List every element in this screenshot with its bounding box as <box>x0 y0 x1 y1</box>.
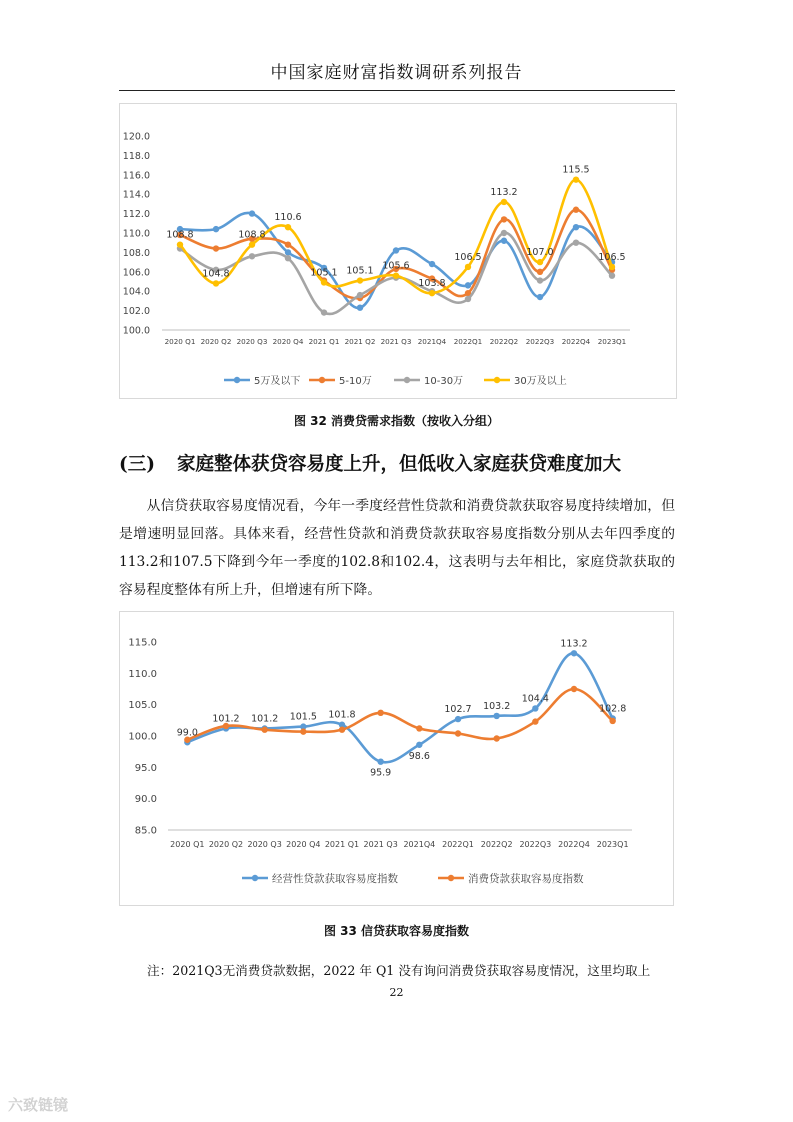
data-point <box>501 216 507 222</box>
data-point <box>573 240 579 246</box>
x-tick-label: 2021 Q2 <box>344 337 376 346</box>
page-number: 22 <box>389 986 404 999</box>
x-tick-label: 2022Q3 <box>519 840 552 849</box>
x-tick-label: 2022Q2 <box>489 337 519 346</box>
data-label: 101.8 <box>328 709 356 721</box>
data-point <box>339 727 345 733</box>
data-label: 110.6 <box>274 212 302 224</box>
figure-32-chart <box>119 103 677 399</box>
body-paragraph: 从信贷获取容易度情况看，今年一季度经营性贷款和消费贷款获取容易度持续增加，但是增速明显回落。具体来看，经营性贷款和消费贷款获取容易度指数分别从去年四季度的113.2和107.5下降到今年一季度的102.8和102.4，这表明与去年相比，家庭贷款获取的容易程度整体有所上升，但增速有所下降。 <box>119 498 675 598</box>
data-point <box>416 725 422 731</box>
data-point <box>501 199 507 205</box>
data-label: 105.1 <box>310 267 338 279</box>
data-point <box>537 277 543 283</box>
data-label: 99.0 <box>176 727 198 739</box>
data-label: 105.1 <box>346 265 374 277</box>
x-tick-label: 2021 Q1 <box>308 337 340 346</box>
y-tick-label: 112.0 <box>122 209 150 221</box>
y-tick-label: 90.0 <box>134 794 157 806</box>
data-point <box>532 718 538 724</box>
data-point <box>285 255 291 261</box>
legend-swatch-marker <box>319 377 325 383</box>
figure-33-svg <box>120 612 673 905</box>
y-tick-label: 106.0 <box>122 267 150 279</box>
data-point <box>377 710 383 716</box>
data-label: 108.8 <box>166 229 194 241</box>
data-point <box>501 230 507 236</box>
y-tick-label: 120.0 <box>122 131 150 143</box>
data-point <box>285 241 291 247</box>
data-point <box>393 247 399 253</box>
data-point <box>609 272 615 278</box>
data-point <box>537 294 543 300</box>
data-label: 95.9 <box>370 767 392 779</box>
data-point <box>571 686 577 692</box>
y-tick-label: 118.0 <box>122 150 150 162</box>
x-tick-label: 2020 Q3 <box>247 840 282 849</box>
data-point <box>455 716 461 722</box>
data-point <box>429 261 435 267</box>
x-tick-label: 2022Q3 <box>525 337 555 346</box>
data-point <box>609 264 615 270</box>
data-label: 113.2 <box>560 638 588 650</box>
data-label: 101.2 <box>251 713 279 725</box>
data-point <box>177 241 183 247</box>
data-point <box>493 735 499 741</box>
y-tick-label: 110.0 <box>122 228 150 240</box>
data-point <box>285 249 291 255</box>
y-tick-label: 102.0 <box>122 306 150 318</box>
data-point <box>249 241 255 247</box>
data-point <box>465 264 471 270</box>
y-tick-label: 95.0 <box>134 762 157 774</box>
data-point <box>571 650 577 656</box>
x-tick-label: 2021 Q3 <box>363 840 398 849</box>
y-tick-label: 108.0 <box>122 247 150 259</box>
data-point <box>357 304 363 310</box>
x-tick-label: 2022Q4 <box>558 840 590 849</box>
y-tick-label: 104.0 <box>122 286 150 298</box>
data-point <box>416 742 422 748</box>
footnote: 注：2021Q3无消费贷款数据，2022 年 Q1 没有询问消费贷获取容易度情况，这里均取上 <box>147 963 651 978</box>
data-point <box>300 728 306 734</box>
data-point <box>321 309 327 315</box>
x-tick-label: 2022Q1 <box>453 337 483 346</box>
legend-swatch-marker <box>448 875 454 881</box>
data-point <box>609 718 615 724</box>
x-tick-label: 2022Q4 <box>561 337 591 346</box>
y-tick-label: 110.0 <box>128 668 157 680</box>
x-tick-label: 2021Q4 <box>403 840 436 849</box>
legend-label: 消费贷款获取容易度指数 <box>468 873 584 885</box>
data-point <box>357 292 363 298</box>
legend-label: 10-30万 <box>424 376 464 387</box>
legend-label: 经营性贷款获取容易度指数 <box>272 873 398 885</box>
x-tick-label: 2020 Q3 <box>236 337 268 346</box>
header-divider <box>119 90 675 91</box>
data-point <box>573 224 579 230</box>
data-point <box>213 280 219 286</box>
data-point <box>537 259 543 265</box>
data-point <box>377 758 383 764</box>
legend-swatch-marker <box>494 377 500 383</box>
data-point <box>465 296 471 302</box>
watermark-logo: 六致链镜 <box>8 1096 69 1114</box>
x-tick-label: 2020 Q1 <box>170 840 205 849</box>
x-tick-label: 2020 Q1 <box>164 337 196 346</box>
y-tick-label: 105.0 <box>128 700 157 712</box>
legend-swatch-marker <box>234 377 240 383</box>
data-label: 106.5 <box>454 251 482 263</box>
data-point <box>501 238 507 244</box>
page-header-title: 中国家庭财富指数调研系列报告 <box>270 63 523 83</box>
figure-32-caption: 图 32 消费贷需求指数（按收入分组） <box>293 414 500 428</box>
x-tick-label: 2023Q1 <box>597 337 627 346</box>
x-tick-label: 2020 Q4 <box>286 840 321 849</box>
x-tick-label: 2021 Q1 <box>324 840 360 849</box>
data-point <box>393 272 399 278</box>
data-label: 102.8 <box>599 703 627 715</box>
data-label: 113.2 <box>490 186 518 198</box>
data-point <box>532 705 538 711</box>
data-label: 102.7 <box>444 704 472 716</box>
data-point <box>573 207 579 213</box>
data-point <box>537 269 543 275</box>
data-point <box>213 226 219 232</box>
legend-swatch-marker <box>404 377 410 383</box>
x-tick-label: 2022Q2 <box>480 840 513 849</box>
data-label: 108.8 <box>238 229 266 241</box>
data-point <box>429 290 435 296</box>
data-label: 101.5 <box>289 711 317 723</box>
data-label: 106.5 <box>598 251 626 263</box>
data-label: 104.4 <box>521 693 549 705</box>
x-tick-label: 2021Q4 <box>417 337 447 346</box>
section-number: (三) <box>119 454 156 475</box>
data-point <box>455 730 461 736</box>
figure-32-svg <box>120 104 676 398</box>
y-tick-label: 114.0 <box>122 189 150 201</box>
data-point <box>573 176 579 182</box>
section-heading <box>119 450 621 476</box>
legend-swatch-marker <box>252 875 258 881</box>
section-title: 家庭整体获贷容易度上升，但低收入家庭获贷难度加大 <box>177 454 622 475</box>
y-tick-label: 100.0 <box>122 325 150 337</box>
x-tick-label: 2021 Q3 <box>380 337 412 346</box>
data-label: 104.8 <box>202 268 230 280</box>
legend-label: 5万及以下 <box>254 376 301 387</box>
y-tick-label: 116.0 <box>122 170 150 182</box>
x-tick-label: 2020 Q4 <box>272 337 304 346</box>
data-label: 98.6 <box>408 750 430 762</box>
figure-33-caption: 图 33 信贷获取容易度指数 <box>323 924 470 938</box>
x-tick-label: 2020 Q2 <box>208 840 244 849</box>
x-tick-label: 2022Q1 <box>442 840 474 849</box>
x-tick-label: 2023Q1 <box>596 840 629 849</box>
data-point <box>285 224 291 230</box>
data-point <box>261 727 267 733</box>
data-point <box>465 282 471 288</box>
data-label: 103.8 <box>418 278 446 290</box>
y-tick-label: 115.0 <box>128 637 157 649</box>
data-label: 105.6 <box>382 260 410 272</box>
data-point <box>213 245 219 251</box>
data-label: 103.2 <box>483 700 511 712</box>
data-label: 101.2 <box>212 713 240 725</box>
x-tick-label: 2020 Q2 <box>200 337 232 346</box>
data-point <box>249 210 255 216</box>
y-tick-label: 100.0 <box>128 731 157 743</box>
data-point <box>493 713 499 719</box>
data-point <box>357 277 363 283</box>
data-label: 107.0 <box>526 247 554 259</box>
y-tick-label: 85.0 <box>134 825 157 837</box>
legend-label: 5-10万 <box>339 376 372 387</box>
data-point <box>249 253 255 259</box>
data-label: 115.5 <box>562 164 590 176</box>
figure-33-chart <box>119 611 674 906</box>
legend-label: 30万及以上 <box>514 376 567 387</box>
data-point <box>321 279 327 285</box>
